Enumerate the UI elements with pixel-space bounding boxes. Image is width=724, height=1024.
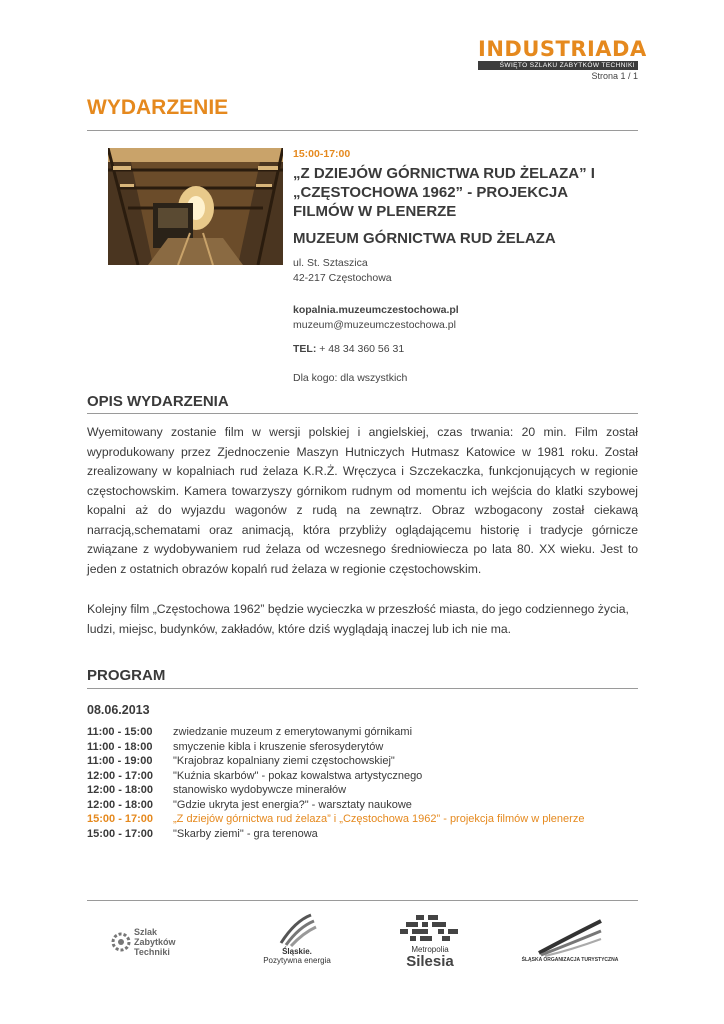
event-photo <box>108 148 283 265</box>
program-desc: "Krajobraz kopalniany ziemi częstochowskiej" <box>173 755 395 767</box>
program-desc: "Skarby ziemi" - gra terenowa <box>173 827 318 840</box>
szlak-logo <box>110 913 200 983</box>
slaskie-logo <box>252 913 342 983</box>
address-street: ul. St. Sztaszica <box>293 257 368 269</box>
email-link[interactable]: muzeum@muzeumczestochowa.pl <box>293 319 456 331</box>
description-paragraph-2: Kolejny film „Częstochowa 1962” będzie wycieczka w przeszłość miasta, do jego codziennego życia, ludzi, miejsc, budynków, zakładów, które dziś wyglądają inaczej lub ich nie ma. <box>87 602 629 636</box>
event-time: 15:00-17:00 <box>293 148 351 160</box>
program-time: 12:00 - 17:00 <box>87 769 154 782</box>
metropolia-logo <box>390 913 470 983</box>
program-row <box>87 725 607 740</box>
program-row <box>87 740 607 755</box>
venue-address <box>293 256 392 286</box>
program-row-highlight <box>87 812 607 827</box>
program-row <box>87 769 607 784</box>
waves-icon <box>277 913 317 947</box>
metropolia-line2: Silesia <box>406 953 454 970</box>
swoosh-icon <box>535 917 605 957</box>
title-divider <box>87 130 638 131</box>
program-desc: "Kuźnia skarbów" - pokaz kowalstwa artystycznego <box>173 769 423 782</box>
szlak-logo-text: Szlak Zabytków Techniki <box>134 927 176 957</box>
program-time: 11:00 - 18:00 <box>87 740 153 753</box>
sot-logo <box>520 913 620 983</box>
contact-web <box>293 303 459 333</box>
industriada-logo <box>478 37 647 70</box>
program-time: 12:00 - 18:00 <box>87 798 154 811</box>
description-paragraph-1: Wyemitowany zostanie film w wersji polskiej i angielskiej, czas trwania: 20 min. Film został wyprodukowany przez Zjednoczenie Maszyn Hutniczych Hutmasz Katowice w 1981 roku. Został zrealizowany w kopalniach rud żelaza K.R.Ż. Wręczyca i Szczekaczka, funkcjonujących w regionie częstochowskim. Kamera towarzyszy górnikom rudnym od momentu ich wejścia do klatki szybowej kopalni aż do wyjazdu wagonów z rudą na zewnątrz. Obraz wzbogacony został ciekawą narracją,schematami oraz animacją, która przybliży oglądającemu historię i tradycje górnicze związane z wydobywaniem rud żelaza od wczesnego średniowiecza po lata 80. XX wieku. Jest to jeden z ostatnich obrazów kopalń rud żelaza w regionie częstochowskim. <box>87 425 638 576</box>
slaskie-line2: Pozytywna energia <box>263 956 331 965</box>
program-row <box>87 783 607 798</box>
program-date: 08.06.2013 <box>87 703 150 717</box>
description-heading: OPIS WYDARZENIA <box>87 393 229 410</box>
program-divider <box>87 688 638 689</box>
sot-label: ŚLĄSKA ORGANIZACJA TURYSTYCZNA <box>521 957 619 963</box>
program-list <box>87 725 607 841</box>
program-row <box>87 827 607 842</box>
program-time: 15:00 - 17:00 <box>87 827 154 840</box>
program-row <box>87 798 607 813</box>
program-row <box>87 754 607 769</box>
gear-icon <box>110 931 132 953</box>
program-desc: stanowisko wydobywcze minerałów <box>173 784 347 796</box>
program-time: 11:00 - 15:00 <box>87 726 153 738</box>
program-time: 11:00 - 19:00 <box>87 755 153 767</box>
pixel-mark-icon <box>398 913 462 945</box>
logo-tagline: ŚWIĘTO SZLAKU ZABYTKÓW TECHNIKI <box>478 61 638 70</box>
audience: Dla kogo: dla wszystkich <box>293 372 408 384</box>
program-time: 12:00 - 18:00 <box>87 784 154 796</box>
page-number: Strona 1 / 1 <box>591 71 638 81</box>
program-desc: zwiedzanie muzeum z emerytowanymi górnikami <box>173 726 413 738</box>
metropolia-line1: Metropolia <box>411 945 449 954</box>
program-desc: „Z dziejów górnictwa rud żelaza” i „Częstochowa 1962” - projekcja filmów w plenerze <box>173 813 585 825</box>
program-desc: "Gdzie ukryta jest energia?" - warsztaty naukowe <box>173 798 412 811</box>
website-link[interactable]: kopalnia.muzeumczestochowa.pl <box>293 304 459 316</box>
description-divider <box>87 413 638 414</box>
program-time: 15:00 - 17:00 <box>87 813 154 825</box>
venue-name: MUZEUM GÓRNICTWA RUD ŻELAZA <box>293 230 556 247</box>
logo-wordmark: INDUSTRIADA <box>478 37 647 61</box>
program-heading: PROGRAM <box>87 667 166 684</box>
address-city: 42-217 Częstochowa <box>293 272 392 284</box>
slaskie-line1: Śląskie. <box>282 947 312 956</box>
event-title: „Z DZIEJÓW GÓRNICTWA RUD ŻELAZA” I „CZĘSTOCHOWA 1962” - PROJEKCJA FILMÓW W PLENERZE <box>293 165 595 220</box>
page-title: WYDARZENIE <box>87 96 229 119</box>
contact-phone <box>293 342 404 357</box>
tel-value: + 48 34 360 56 31 <box>316 343 405 355</box>
program-desc: smyczenie kibla i kruszenie sferosyderytów <box>173 740 384 753</box>
footer-divider <box>87 900 638 901</box>
tel-label: TEL: <box>293 343 317 355</box>
